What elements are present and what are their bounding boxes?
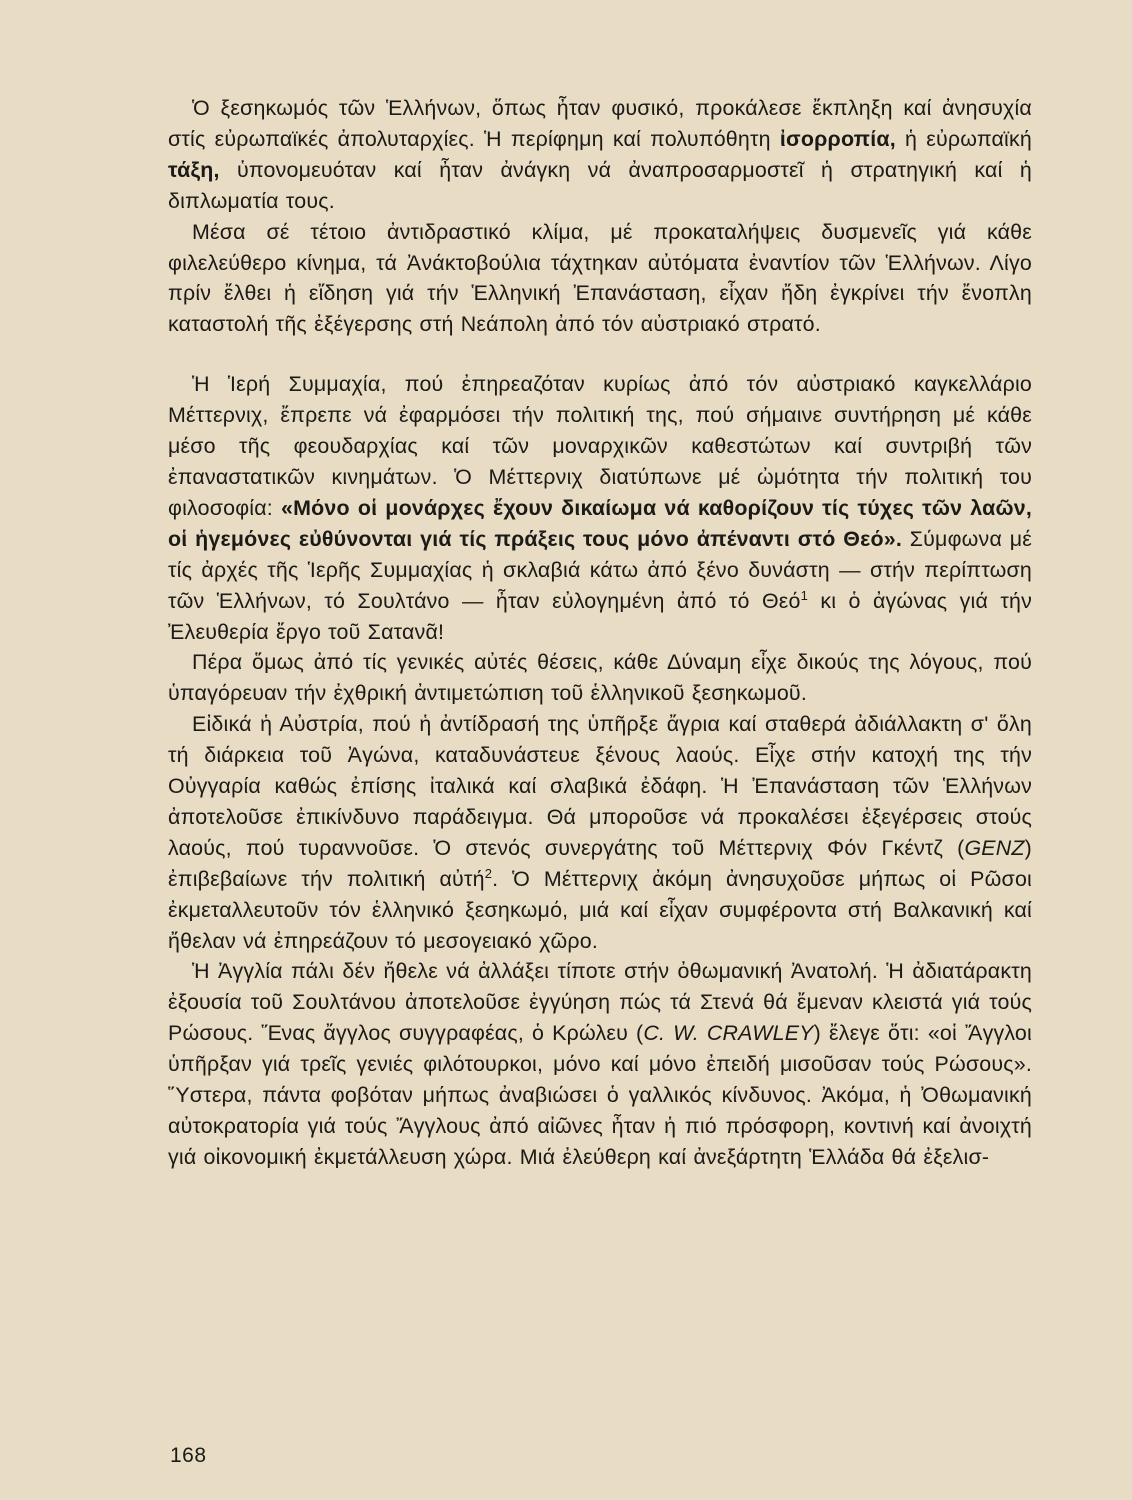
paragraph-6: Ἡ Ἀγγλία πάλι δέν ἤθελε νά ἀλλάξει τίποτε στήν ὀθωμανική Ἀνατολή. Ἡ ἀδιατάρακτη ἐξουσία τοῦ Σουλτάνου ἀποτελοῦσε ἐγγύηση πώς τά Στενά θά ἔμεναν κλειστά γιά τούς Ρώσους. Ἕνας ἄγγλος συγγραφέας, ὁ Κρώλευ (C. W. CRAWLEY) ἔλεγε ὅτι: «οἱ Ἄγγλοι ὑπῆρξαν γιά τρεῖς γενιές φιλότουρκοι, μόνο καί μόνο ἐπειδή μισοῦσαν τούς Ρώσους». Ὕστερα, πάντα φοβόταν μήπως ἀναβιώσει ὁ γαλλικός κίνδυνος. Ἀκόμα, ἡ Ὀθωμανική αὐτοκρατορία γιά τούς Ἄγγλους ἀπό αἰῶνες ἦταν ἡ πιό πρόσφορη, κοντινή καί ἀνοιχτή γιά οἰκονομική ἐκμετάλλευση χώρα. Μιά ἐλεύθερη καί ἀνεξάρτητη Ἑλλάδα θά ἐξελισ- — [168, 959, 1032, 1169]
footnote-ref-1: 1 — [800, 587, 809, 603]
page-number: 168 — [170, 1444, 207, 1467]
body-text — [168, 93, 1032, 1173]
paragraph-1: Ὁ ξεσηκωμός τῶν Ἑλλήνων, ὅπως ἦταν φυσικό, προκάλεσε ἔκπληξη καί ἀνησυχία στίς εὐρωπαϊκές ἀπολυταρχίες. Ἡ περίφημη καί πολυπόθητη ἰσορροπία, ἡ εὐρωπαϊκή τάξη, ὑπονομευόταν καί ἦταν ἀνάγκη νά ἀναπροσαρμοστεῖ ἡ στρατηγική καί ἡ διπλωματία τους. — [168, 96, 1032, 213]
paragraph-4: Πέρα ὅμως ἀπό τίς γενικές αὐτές θέσεις, κάθε Δύναμη εἶχε δικούς της λόγους, πού ὑπαγόρευαν τήν ἐχθρική ἀντιμετώπιση τοῦ ἑλληνικοῦ ξεσηκωμοῦ. — [168, 650, 1032, 706]
name-genz: GENZ — [964, 835, 1025, 860]
bold-term-order: τάξη, — [168, 157, 220, 182]
paragraph-3: Ἡ Ἱερή Συμμαχία, πού ἐπηρεαζόταν κυρίως ἀπό τόν αὐστριακό καγκελλάριο Μέττερνιχ, ἔπρεπε νά ἐφαρμόσει τήν πολιτική της, πού σήμαινε συντήρηση μέ κάθε μέσο τῆς φεουδαρχίας καί τῶν μοναρχικῶν καθεστώτων καί συντριβή τῶν ἐπαναστατικῶν κινημάτων. Ὁ Μέττερνιχ διατύπωνε μέ ὠμότητα τήν πολιτική του φιλοσοφία: «Μόνο οἱ μονάρχες ἔχουν δικαίωμα νά καθορίζουν τίς τύχες τῶν λαῶν, οἱ ἡγεμόνες εὐθύνονται γιά τίς πράξεις τους μόνο ἀπέναντι στό Θεό». Σύμφωνα μέ τίς ἀρχές τῆς Ἱερῆς Συμμαχίας ἡ σκλαβιά κάτω ἀπό ξένο δυνάστη — στήν περίπτωση τῶν Ἑλλήνων, τό Σουλτάνο — ἦταν εὐλογημένη ἀπό τό Θεό$^1$ κι ὁ ἀγώνας γιά τήν Ἐλευθερία ἔργο τοῦ Σατανᾶ! — [168, 372, 1032, 644]
metternich-quote: «Μόνο οἱ μονάρχες ἔχουν δικαίωμα νά καθορίζουν τίς τύχες τῶν λαῶν, οἱ ἡγεμόνες εὐθύνονται γιά τίς πράξεις τους μόνο ἀπέναντι στό Θεό». — [168, 495, 1032, 551]
name-crawley: C. W. CRAWLEY — [643, 1021, 814, 1046]
paragraph-5: Εἰδικά ἡ Αὐστρία, πού ἡ ἀντίδρασή της ὑπῆρξε ἄγρια καί σταθερά ἀδιάλλακτη σ' ὅλη τή διάρκεια τοῦ Ἀγώνα, καταδυνάστευε ξένους λαούς. Εἶχε στήν κατοχή της τήν Οὐγγαρία καθώς ἐπίσης ἰταλικά καί σλαβικά ἐδάφη. Ἡ Ἐπανάσταση τῶν Ἑλλήνων ἀποτελοῦσε ἐπικίνδυνο παράδειγμα. Θά μποροῦσε νά προκαλέσει ἐξεγέρσεις στούς λαούς, πού τυραννοῦσε. Ὁ στενός συνεργάτης τοῦ Μέττερνιχ Φόν Γκέντζ (GENZ) ἐπιβεβαίωνε τήν πολιτική αὐτή$^2$. Ὁ Μέττερνιχ ἀκόμη ἀνησυχοῦσε μήπως οἱ Ρῶσοι ἐκμεταλλευτοῦν τόν ἑλληνικό ξεσηκωμό, μιά καί εἶχαν συμφέροντα στή Βαλκανική καί ἤθελαν νά ἐπηρεάζουν τό μεσογειακό χῶρο. — [168, 712, 1033, 953]
bold-term-balance: ἰσορροπία, — [779, 126, 896, 151]
paragraph-2: Μέσα σέ τέτοιο ἀντιδραστικό κλίμα, μέ προκαταλήψεις δυσμενεῖς γιά κάθε φιλελεύθερο κίνημα, τά Ἀνάκτοβούλια τάχτηκαν αὐτόματα ἐναντίον τῶν Ἑλλήνων. Λίγο πρίν ἔλθει ἡ εἴδηση γιά τήν Ἑλληνική Ἐπανάσταση, εἶχαν ἤδη ἐγκρίνει τήν ἔνοπλη καταστολή τῆς ἐξέγερσης στή Νεάπολη ἀπό τόν αὐστριακό στρατό. — [168, 219, 1032, 337]
footnote-ref-2: 2 — [484, 865, 493, 881]
